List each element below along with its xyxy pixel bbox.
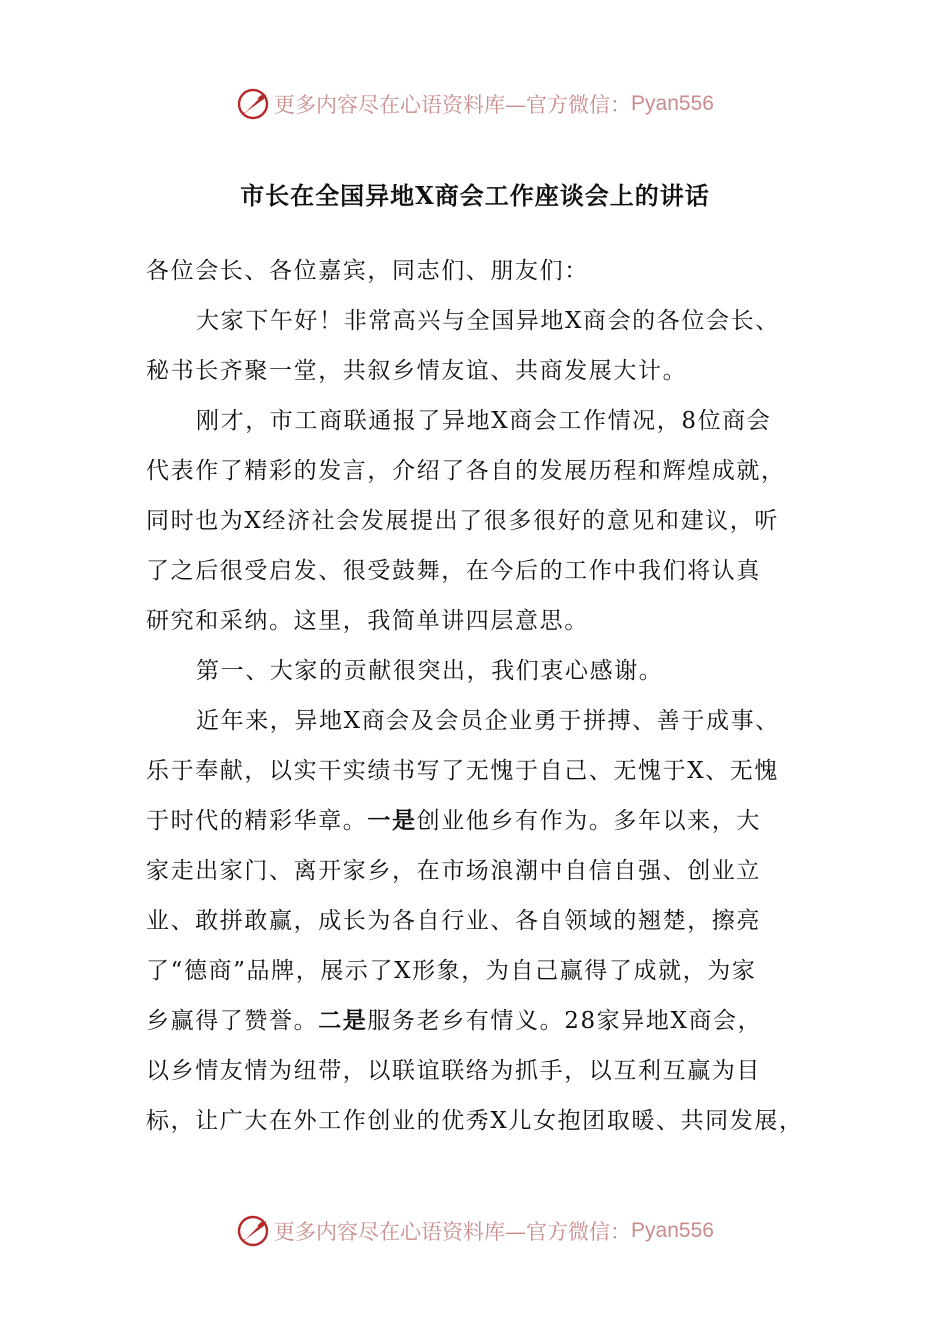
paragraph-line: 业、敢拼敢赢，成长为各自行业、各自领域的翘楚，擦亮 (146, 908, 761, 934)
text-run: 服务老乡有情义。28家异地X商会， (367, 1008, 763, 1034)
paragraph-line: 乐于奉献，以实干实绩书写了无愧于自己、无愧于X、无愧 (146, 758, 779, 784)
text-run: 乡赢得了赞誉。 (146, 1008, 319, 1034)
document-title: 市长在全国异地X商会工作座谈会上的讲话 (240, 181, 710, 210)
text-run: 于时代的精彩华章。 (146, 808, 368, 834)
bold-marker: 二是 (318, 1007, 368, 1034)
salutation: 各位会长、各位嘉宾，同志们、朋友们： (146, 258, 589, 284)
paragraph-line: 以乡情友情为纽带，以联谊联络为抓手，以互利互赢为目 (146, 1058, 761, 1084)
paragraph-line: 近年来，异地X商会及会员企业勇于拼搏、善于成事、 (196, 708, 780, 734)
header-banner (0, 84, 950, 124)
wechat-id: Pyan556 (631, 1219, 714, 1242)
paragraph-line: 研究和采纳。这里，我简单讲四层意思。 (146, 608, 589, 634)
paragraph-line: 代表作了精彩的发言，介绍了各自的发展历程和辉煌成就， (146, 458, 786, 484)
paragraph-line: 了“德商”品牌，展示了X形象，为自己赢得了成就，为家 (146, 958, 757, 984)
banner-text: 更多内容尽在心语资料库—官方微信： (274, 1220, 632, 1244)
section-heading: 第一、大家的贡献很突出，我们衷心感谢。 (196, 658, 664, 684)
quill-pen-logo-icon (236, 1214, 270, 1248)
paragraph-line: 同时也为X经济社会发展提出了很多很好的意见和建议，听 (146, 508, 779, 534)
paragraph-line: 家走出家门、离开家乡，在市场浪潮中自信自强、创业立 (146, 858, 761, 884)
paragraph-line: 标，让广大在外工作创业的优秀X儿女抱团取暖、共同发展， (146, 1108, 804, 1134)
wechat-id: Pyan556 (631, 92, 714, 115)
paragraph-line: 秘书长齐聚一堂，共叙乡情友谊、共商发展大计。 (146, 358, 688, 384)
paragraph-line (146, 1006, 762, 1036)
quill-pen-logo-icon (236, 87, 270, 121)
bold-marker: 一是 (367, 807, 417, 834)
footer-banner (0, 1211, 950, 1251)
paragraph-line (146, 806, 761, 836)
banner-text: 更多内容尽在心语资料库—官方微信： (274, 93, 632, 117)
paragraph-line: 了之后很受启发、很受鼓舞，在今后的工作中我们将认真 (146, 558, 761, 584)
paragraph-line: 大家下午好！非常高兴与全国异地X商会的各位会长、 (196, 308, 780, 334)
text-run: 创业他乡有作为。多年以来，大 (416, 808, 762, 834)
paragraph-line: 刚才，市工商联通报了异地X商会工作情况，8位商会 (196, 408, 772, 434)
